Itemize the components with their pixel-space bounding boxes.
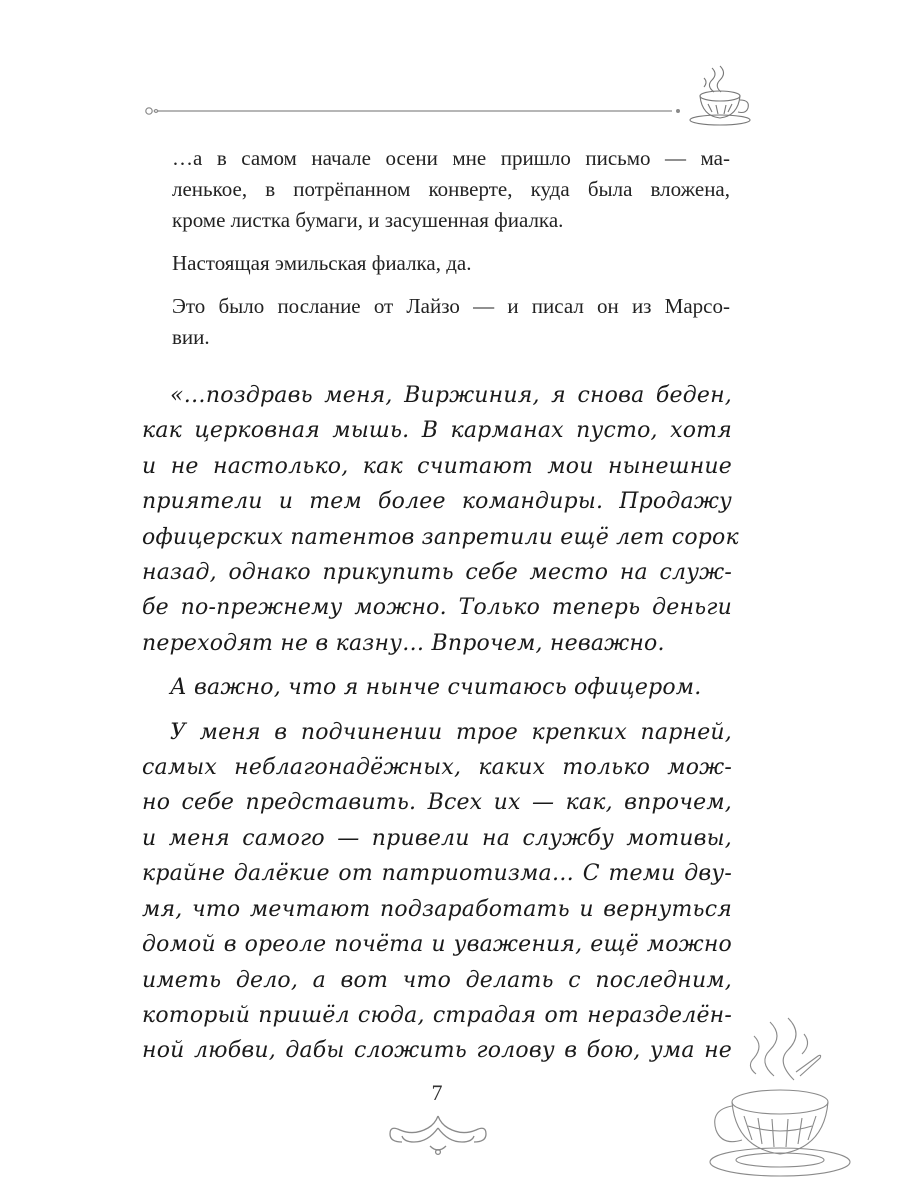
- letter-line: приятели и тем более командиры. Продажу: [142, 489, 732, 515]
- letter-line: который пришёл сюда, страдая от неразделён-: [142, 1002, 732, 1028]
- letter-paragraph: [142, 670, 732, 705]
- text-line: Настоящая эмильская фиалка, да.: [172, 251, 472, 275]
- text-line: Это было послание от Лайзо — и писал он из Марсо-: [172, 294, 730, 318]
- letter-line: самых неблагонадёжных, каких только мож-: [142, 755, 732, 781]
- letter-line: но себе представить. Всех их — как, впрочем,: [142, 790, 732, 816]
- flourish-ornament-icon: [386, 1110, 490, 1160]
- letter-line: и не настолько, как считают мои нынешние: [142, 453, 732, 479]
- narrative-paragraph: [142, 143, 730, 236]
- coffee-cup-illustration-icon: [708, 1016, 858, 1186]
- page-number: 7: [431, 1080, 443, 1105]
- narrative-paragraph: [142, 248, 730, 279]
- letter-line: домой в ореоле почёта и уважения, ещё можно: [142, 932, 732, 958]
- letter-line: и меня самого — привели на службу мотивы,: [142, 825, 732, 851]
- letter-line: А важно, что я нынче считаюсь офицером.: [170, 675, 702, 701]
- letter-line: мя, что мечтают подзаработать и вернуться: [142, 896, 732, 922]
- letter-line: назад, однако прикупить себе место на служ-: [142, 560, 732, 586]
- letter-line: У меня в подчинении трое крепких парней,: [170, 719, 732, 745]
- letter-line: офицерских патентов запретили ещё лет сорок: [142, 524, 739, 550]
- narrative-text: [142, 143, 730, 365]
- letter-paragraph: [142, 715, 732, 1069]
- text-line: ленькое, в потрёпанном конверте, куда была вложена,: [172, 177, 730, 201]
- letter-line: как церковная мышь. В карманах пусто, хотя: [142, 418, 732, 444]
- letter-line: переходят не в казну… Впрочем, неважно.: [142, 630, 665, 656]
- letter-text: [142, 378, 739, 1078]
- narrative-paragraph: [142, 291, 730, 353]
- text-line: кроме листка бумаги, и засушенная фиалка.: [172, 208, 564, 232]
- letter-line: крайне далёкие от патриотизма… С теми дву-: [142, 861, 732, 887]
- letter-paragraph: [142, 378, 739, 661]
- text-line: …а в самом начале осени мне пришло письмо — ма-: [172, 146, 730, 170]
- letter-line: иметь дело, а вот что делать с последним,: [142, 967, 732, 993]
- letter-line: бе по-прежнему можно. Только теперь деньги: [142, 595, 732, 621]
- letter-line: ной любви, дабы сложить голову в бою, ума не: [142, 1038, 732, 1064]
- header-divider: [142, 103, 682, 119]
- teacup-icon: [684, 64, 758, 128]
- text-line: вии.: [172, 325, 210, 349]
- letter-line: «…поздравь меня, Виржиния, я снова беден,: [170, 383, 732, 408]
